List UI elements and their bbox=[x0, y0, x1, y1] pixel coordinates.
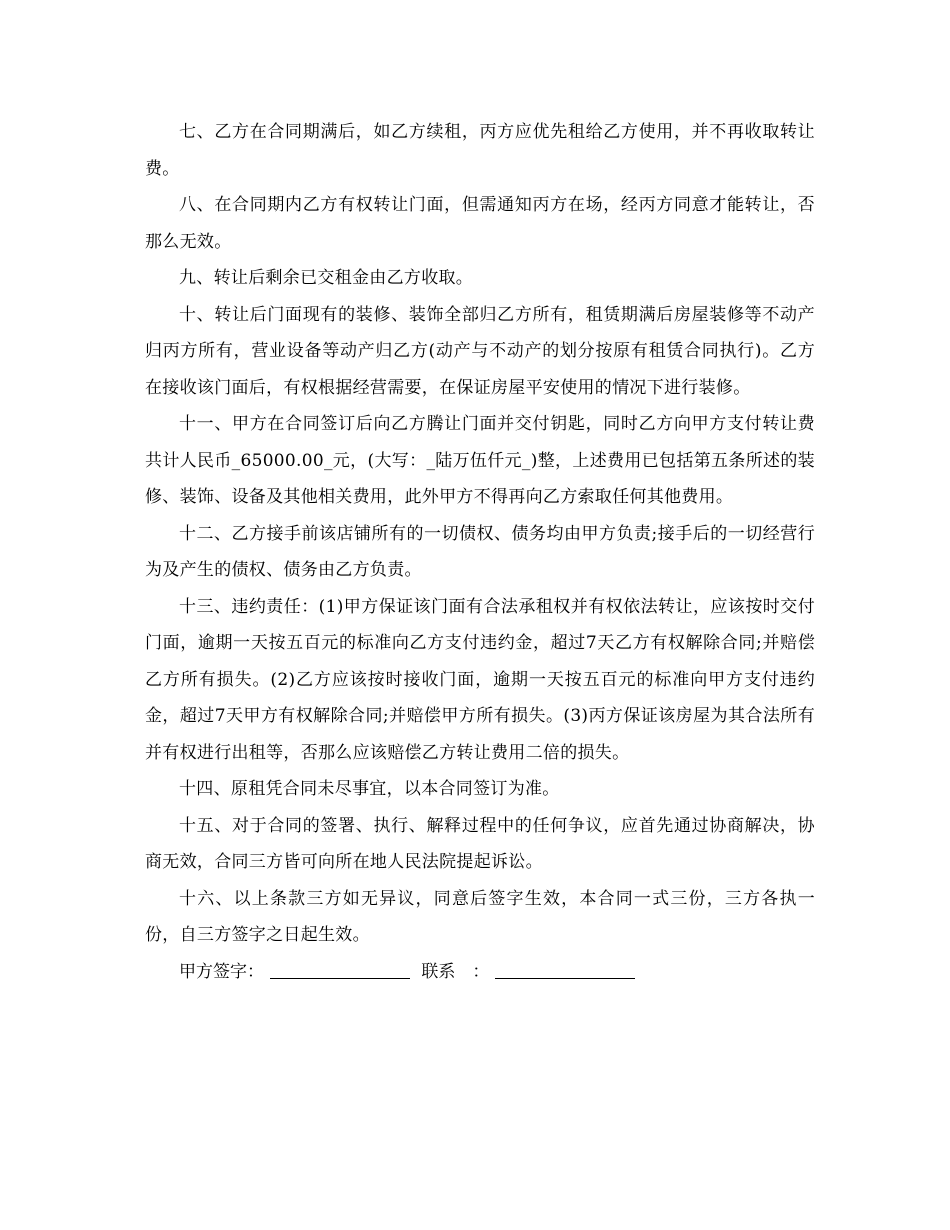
contact-label: 联系 ： bbox=[421, 961, 490, 982]
party-a-signature-blank bbox=[270, 958, 410, 979]
clause-7: 七、乙方在合同期满后，如乙方续租，丙方应优先租给乙方使用，并不再收取转让费。 bbox=[145, 122, 815, 179]
party-a-signature-label: 甲方签字： bbox=[179, 961, 264, 982]
signature-line bbox=[145, 954, 815, 991]
clause-12: 十二、乙方接手前该店铺所有的一切债权、债务均由甲方负责;接手后的一切经营行为及产生的债权、债务由乙方负责。 bbox=[145, 523, 815, 580]
clause-11: 十一、甲方在合同签订后向乙方腾让门面并交付钥匙，同时乙方向甲方支付转让费共计人民币_65000.00_元，(大写：_陆万伍仟元_)整，上述费用已包括第五条所述的装修、装饰、设备及其他相关费用，此外甲方不得再向乙方索取任何其他费用。 bbox=[145, 414, 815, 507]
clause-8: 八、在合同期内乙方有权转让门面，但需通知丙方在场，经丙方同意才能转让，否那么无效。 bbox=[145, 195, 815, 252]
clause-13: 十三、违约责任：(1)甲方保证该门面有合法承租权并有权依法转让，应该按时交付门面，逾期一天按五百元的标准向乙方支付违约金，超过7天乙方有权解除合同;并赔偿乙方所有损失。(2)乙方应该按时接收门面，逾期一天按五百元的标准向甲方支付违约金，超过7天甲方有权解除合同;并赔偿甲方所有损失。(3)丙方保证该房屋为其合法所有并有权进行出租等，否那么应该赔偿乙方转让费用二倍的损失。 bbox=[145, 596, 815, 763]
clause-15: 十五、对于合同的签署、执行、解释过程中的任何争议，应首先通过协商解决，协商无效，合同三方皆可向所在地人民法院提起诉讼。 bbox=[145, 815, 815, 872]
contact-blank bbox=[495, 958, 635, 979]
clause-16: 十六、以上条款三方如无异议，同意后签字生效，本合同一式三份，三方各执一份，自三方签字之日起生效。 bbox=[145, 888, 815, 945]
clause-10: 十、转让后门面现有的装修、装饰全部归乙方所有，租赁期满后房屋装修等不动产归丙方所有，营业设备等动产归乙方(动产与不动产的划分按原有租赁合同执行)。乙方在接收该门面后，有权根据经营需要，在保证房屋平安使用的情况下进行装修。 bbox=[145, 304, 815, 398]
clause-14: 十四、原租凭合同未尽事宜，以本合同签订为准。 bbox=[179, 779, 560, 799]
clause-9: 九、转让后剩余已交租金由乙方收取。 bbox=[179, 268, 474, 288]
document-body bbox=[145, 114, 815, 990]
